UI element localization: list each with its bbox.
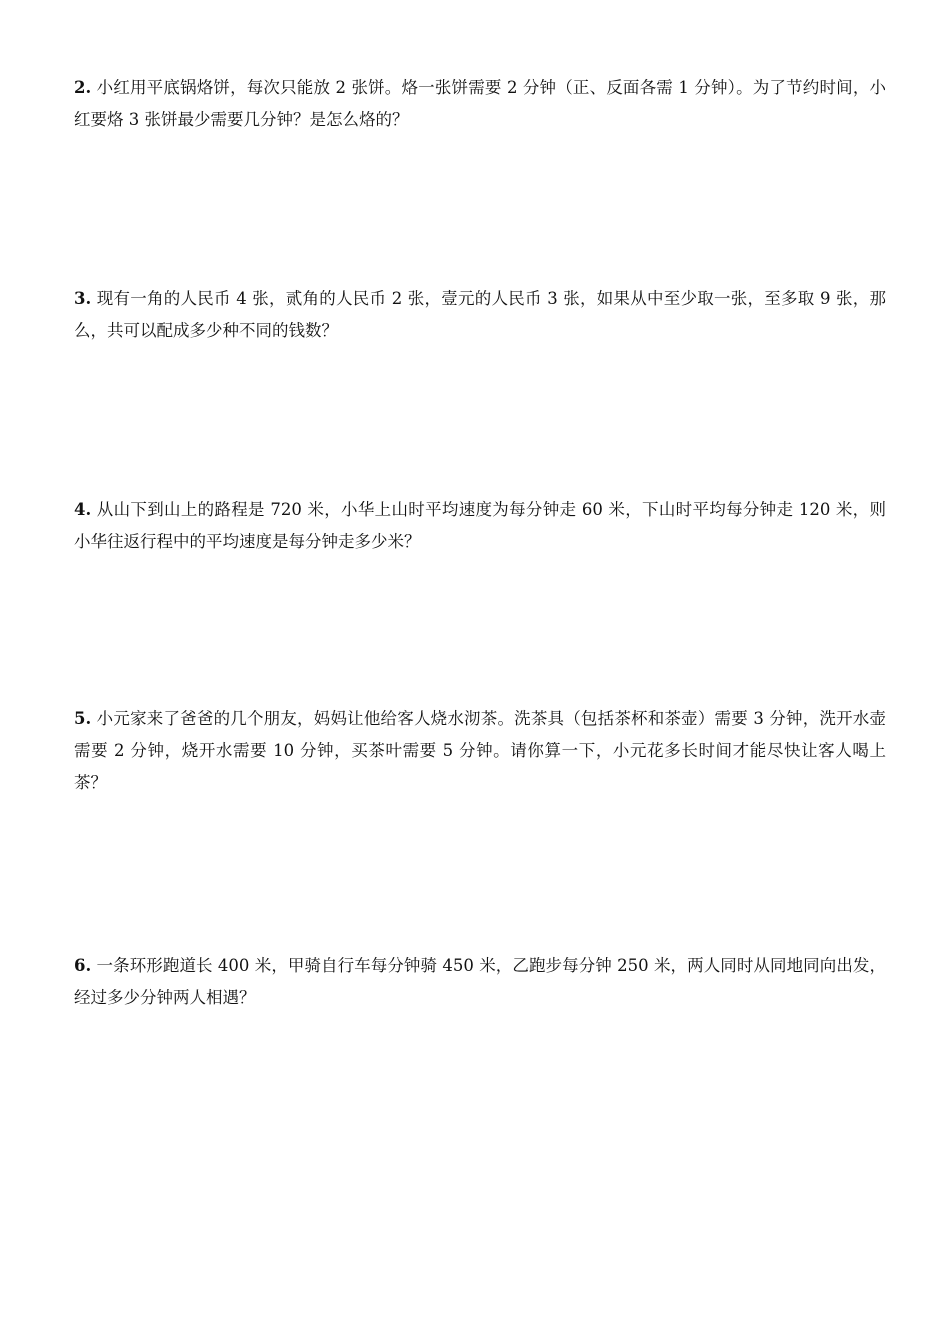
question-text: 小红用平底锅烙饼，每次只能放 2 张饼。烙一张饼需要 2 分钟（正、反面各需 1 分钟）。为了节约时间，小红要烙 3 张饼最少需要几分钟？是怎么烙的？ xyxy=(74,78,886,129)
question-text: 一条环形跑道长 400 米，甲骑自行车每分钟骑 450 米，乙跑步每分钟 250 米，两人同时从同地同向出发，经过多少分钟两人相遇？ xyxy=(74,956,886,1007)
question-text: 现有一角的人民币 4 张，贰角的人民币 2 张，壹元的人民币 3 张，如果从中至少取一张，至多取 9 张，那么，共可以配成多少种不同的钱数？ xyxy=(74,289,886,340)
question-number: 4. xyxy=(74,500,92,519)
question-2 xyxy=(74,72,886,136)
question-6 xyxy=(74,950,886,1014)
question-4 xyxy=(74,494,886,558)
question-number: 6. xyxy=(74,956,92,975)
question-text: 小元家来了爸爸的几个朋友，妈妈让他给客人烧水沏茶。洗茶具（包括茶杯和茶壶）需要 3 分钟，洗开水壶需要 2 分钟，烧开水需要 10 分钟，买茶叶需要 5 分钟。请你算一下，小元花多长时间才能尽快让客人喝上茶？ xyxy=(74,709,886,792)
question-number: 5. xyxy=(74,709,92,728)
question-number: 3. xyxy=(74,289,92,308)
question-5 xyxy=(74,703,886,799)
question-3 xyxy=(74,283,886,347)
question-text: 从山下到山上的路程是 720 米，小华上山时平均速度为每分钟走 60 米，下山时平均每分钟走 120 米，则小华往返行程中的平均速度是每分钟走多少米？ xyxy=(74,500,886,551)
question-number: 2. xyxy=(74,78,92,97)
